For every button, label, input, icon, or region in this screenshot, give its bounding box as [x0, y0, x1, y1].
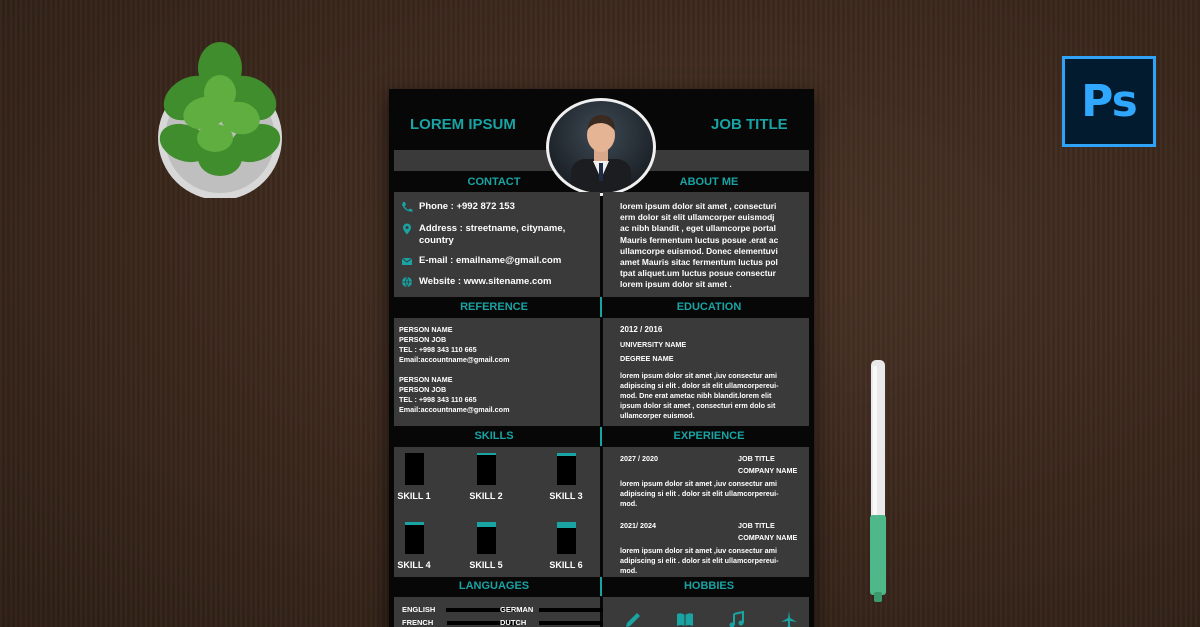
- reference-section-title: REFERENCE: [460, 301, 528, 313]
- language-item: ENGLISH: [402, 605, 516, 614]
- skills-section-title: SKILLS: [474, 430, 514, 442]
- hobbies-panel: [603, 597, 809, 627]
- music-note-icon: [727, 610, 747, 627]
- skill-bar: [557, 453, 576, 485]
- photoshop-logo-text: Ps: [1081, 76, 1137, 127]
- skills-panel: [394, 447, 600, 577]
- about-line: ac nibh blandit , eget ullamcorpe portal: [620, 223, 776, 234]
- photoshop-logo: [1062, 56, 1156, 147]
- contact-address: Address : streetname, cityname, country: [400, 223, 600, 247]
- skill-bar: [557, 522, 576, 554]
- marker-pen-image: [868, 360, 888, 604]
- languages-section-title: LANGUAGES: [458, 580, 530, 592]
- envelope-icon: [400, 255, 414, 267]
- section-divider: [600, 427, 602, 446]
- section-divider: [600, 577, 602, 596]
- airplane-icon: [779, 610, 799, 627]
- skill-bar: [405, 522, 424, 554]
- about-panel: [603, 192, 809, 297]
- contact-panel: [394, 192, 600, 297]
- reference-item: PERSON NAME PERSON JOB TEL : +998 343 110 665 Email:accountname@gmail.com: [399, 375, 510, 414]
- education-line: adipiscing si elit . dolor sit elit ullamcorpereui-: [620, 381, 779, 390]
- about-line: tpat aliquet.um luctus posue consectur: [620, 268, 776, 279]
- phone-icon: [400, 201, 414, 213]
- education-university: UNIVERSITY NAME: [620, 340, 687, 349]
- experience-section-title: EXPERIENCE: [673, 430, 745, 442]
- education-panel: [603, 318, 809, 426]
- resume-page: [389, 89, 814, 627]
- skill-item: SKILL 3: [536, 453, 596, 501]
- about-line: ullamcorpe euismod. Donec elementuvi: [620, 245, 778, 256]
- skill-bar: [477, 453, 496, 485]
- globe-icon: [400, 276, 414, 288]
- contact-email: E-mail : emailname@gmail.com: [400, 255, 600, 267]
- education-line: lorem ipsum dolor sit amet ,iuv consectur ami: [620, 371, 777, 380]
- experience-item: 2027 / 2020 JOB TITLE COMPANY NAME lorem ipsum dolor sit amet ,iuv consectur ami adipiscing si elit . dolor sit elit ullamcorpereui- mod.: [620, 454, 798, 508]
- education-line: ullamcorper euismod.: [620, 411, 695, 420]
- education-line: mod. Dne erat ametac nibh blandit.lorem elit: [620, 391, 772, 400]
- education-line: ipsum dolor sit amet , consecturi erm dolo sit: [620, 401, 776, 410]
- language-item: GERMAN: [500, 605, 609, 614]
- about-section-title: ABOUT ME: [679, 176, 739, 188]
- pencil-icon: [623, 610, 643, 627]
- about-line: amet Mauris sitac fermentum luctus pol: [620, 257, 778, 268]
- skill-bar: [477, 522, 496, 554]
- skill-item: SKILL 6: [536, 522, 596, 570]
- about-line: lorem ipsum dolor sit amet .: [620, 279, 732, 290]
- book-icon: [675, 610, 695, 627]
- resume-job-title: JOB TITLE: [711, 116, 788, 133]
- experience-item: 2021/ 2024 JOB TITLE COMPANY NAME lorem ipsum dolor sit amet ,iuv consectur ami adipiscing si elit . dolor sit elit ullamcorpereui- mod.: [620, 521, 798, 575]
- skill-item: SKILL 4: [384, 522, 444, 570]
- about-line: lorem ipsum dolor sit amet , consecturi: [620, 201, 777, 211]
- contact-section-title: CONTACT: [467, 176, 521, 188]
- education-years: 2012 / 2016: [620, 325, 663, 334]
- reference-item: PERSON NAME PERSON JOB TEL : +998 343 110 665 Email:accountname@gmail.com: [399, 325, 510, 364]
- language-item: FRENCH: [402, 618, 517, 627]
- education-section-title: EDUCATION: [676, 301, 742, 313]
- resume-name: LOREM IPSUM: [410, 116, 516, 133]
- language-item: DUTCH: [500, 618, 609, 627]
- location-pin-icon: [400, 223, 414, 235]
- experience-panel: [603, 447, 809, 577]
- skill-item: SKILL 2: [456, 453, 516, 501]
- potted-plant-image: [140, 38, 300, 198]
- languages-panel: [394, 597, 600, 627]
- hobbies-section-title: HOBBIES: [683, 580, 735, 592]
- education-degree: DEGREE NAME: [620, 354, 674, 363]
- skill-bar: [405, 453, 424, 485]
- about-line: Mauris fermentum luctus posue .erat ac: [620, 234, 779, 245]
- section-divider: [600, 297, 602, 317]
- skill-item: SKILL 1: [384, 453, 444, 501]
- skill-item: SKILL 5: [456, 522, 516, 570]
- about-line: erm dolor sit elit ullamcorper euismodj: [620, 212, 775, 223]
- reference-panel: [394, 318, 600, 426]
- contact-phone: Phone : +992 872 153: [400, 201, 600, 213]
- contact-website: Website : www.sitename.com: [400, 276, 600, 288]
